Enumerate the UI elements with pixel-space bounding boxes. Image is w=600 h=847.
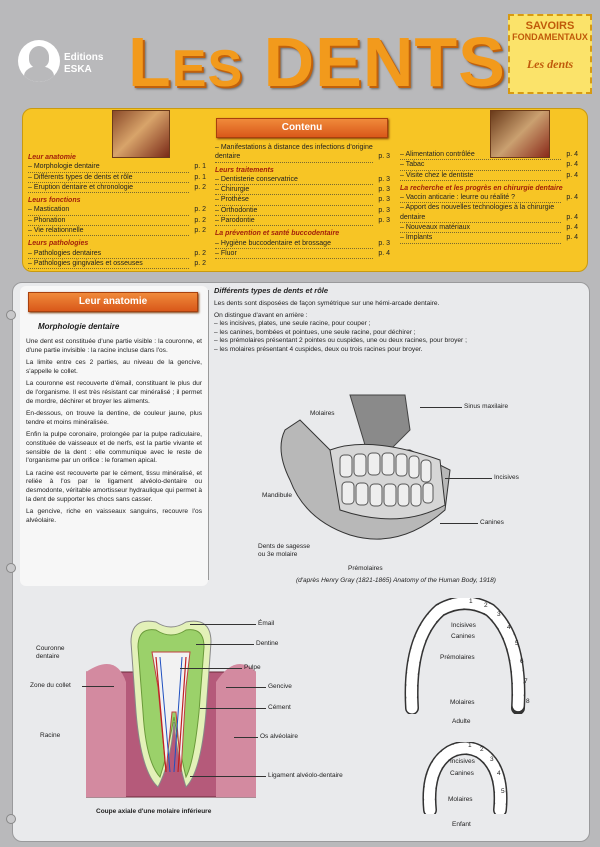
contents-entry [215,239,390,249]
contents-entry-page [564,203,578,212]
contents-entry [28,226,206,236]
child-label-canines: Canines [450,770,474,777]
contents-entry-label: dentaire [400,213,561,223]
types-list-item: – les incisives, plates, une seule racine, pour couper ; [214,320,371,328]
contents-entry-label: – Mastication [28,205,189,215]
publisher-name-line1: Editions [64,52,104,63]
contents-entry [28,183,206,193]
contents-entry-label: – Hygiène buccodentaire et brossage [215,239,373,249]
tooth-number: 5 [515,640,519,647]
collection-badge [508,14,592,94]
contents-entry-label: – Morphologie dentaire [28,162,189,172]
tooth-number: 3 [497,611,501,618]
contents-entry [28,249,206,259]
adult-label-premolaires: Prémolaires [440,654,475,661]
tooth-number: 6 [520,658,524,665]
label-sagesse-line2: ou 3e molaire [258,551,298,558]
contents-entry-label: – Pathologies dentaires [28,249,189,259]
tooth-cross-section-illustration [86,612,256,802]
anatomy-paragraph: En-dessous, on trouve la dentine, de couleur jaune, plus tendre et moins minéralisée. [26,410,202,426]
contents-entry-page: p. 4 [566,234,578,242]
contents-category: Leurs traitements [215,166,274,174]
contents-entry-page: p. 2 [194,206,206,214]
contents-entry-page: p. 2 [194,216,206,224]
contents-entry-label: – Pathologies gingivales et osseuses [28,259,189,269]
contents-entry-page: p. 2 [194,227,206,235]
contents-entry-page: p. 1 [194,173,206,181]
contents-entry-page: p. 3 [378,175,390,183]
contents-entry-label: – Orthodontie [215,206,373,216]
page-title: LES DENTS [128,23,506,101]
contents-category: Leur anatomie [28,154,76,161]
contents-category: Leurs fonctions [28,197,81,205]
contents-entry [400,223,578,233]
label-os: Os alvéolaire [260,733,298,740]
contents-entry-page [376,143,390,152]
contents-entry-label: – Fluor [215,249,373,259]
contents-entry-page: p. 4 [566,161,578,169]
binder-hole [6,814,16,824]
contents-entry-page: p. 3 [378,206,390,214]
anatomy-paragraph: Enfin la pulpe coronaire, prolongée par la pulpe radiculaire, constituée de vaisseaux et de nerfs, est la partie vivante et sensible de la dent : elle communique avec le reste de l'organisme par un orifice : le foramen apical. [26,431,202,465]
contents-entry-label: – Implants [400,233,561,243]
contents-entry-page: p. 2 [194,249,206,257]
contents-heading: Contenu [216,118,388,138]
contents-entry-page: p. 4 [566,213,578,221]
tooth-number: 3 [490,756,494,763]
contents-entry-page: p. 3 [378,196,390,204]
anatomy-paragraph: La racine est recouverte par le cément, tissu minéralisé, et reliée à l'os par le ligament alvéolo-dentaire ou desmodonte, véritable amortisseur hydraulique qui permet à la dent de supporter les chocs sans casser. [26,469,202,503]
contents-entry-page: p. 3 [378,186,390,194]
contents-entry [28,162,206,172]
contents-entry [400,160,578,170]
tooth-number: 4 [507,624,511,631]
label-incisives: Incisives [494,474,519,481]
contents-entry-label: – Nouveaux matériaux [400,223,561,233]
contents-entry [28,173,206,183]
contents-entry-label: – Différents types de dents et rôle [28,173,189,183]
contents-column-3 [400,150,578,244]
types-text [214,300,584,355]
label-sagesse-line1: Dents de sagesse [258,543,311,550]
label-pulpe: Pulpe [244,664,261,671]
anatomy-paragraph: La limite entre ces 2 parties, au niveau de la gencive, s'appelle le collet. [26,359,202,375]
anatomy-paragraph: La gencive, riche en vaisseaux sanguins, recouvre l'os alvéolaire. [26,508,202,524]
label-mandibule: Mandibule [262,492,292,499]
anatomy-body-text [26,338,202,529]
types-intro2: On distingue d'avant en arrière : [214,311,308,319]
contents-entry [215,152,390,162]
contents-entry-page: p. 4 [378,249,390,257]
subsection-title: Morphologie dentaire [38,322,120,331]
adult-label-incisives: Incisives [451,622,476,629]
contents-entry-label: – Manifestations à distance des infections d'origine [215,144,373,151]
contents-entry [400,171,578,181]
anatomy-paragraph: La couronne est recouverte d'émail, constituant le plus dur de l'organisme. Il est très résistant car minéralisé ; il permet de mordre, déchirer et broyer les aliments. [26,380,202,405]
contents-entry-page: p. 4 [566,151,578,158]
contents-entry [28,216,206,226]
badge-line2: FONDAMENTAUX [512,32,588,42]
badge-line1: SAVOIRS [525,20,575,32]
contents-entry-page: p. 2 [194,259,206,267]
contents-entry [215,185,390,195]
section-heading-anatomie: Leur anatomie [28,292,198,312]
column-divider [208,290,209,580]
contents-entry [400,203,578,212]
adult-label-canines: Canines [451,633,475,640]
contents-entry-page: p. 2 [194,183,206,191]
child-label-incisives: Incisives [450,758,475,765]
child-label-molaires: Molaires [448,796,473,803]
tooth-number: 1 [468,742,472,749]
tooth-number: 4 [497,770,501,777]
label-canines: Canines [480,519,504,526]
contents-category: Leurs pathologies [28,240,89,248]
contents-entry [215,143,390,152]
types-list-item: – les molaires présentant 4 cuspides, deux ou trois racines pour broyer. [214,345,423,353]
contents-category: La recherche et les progrès en chirurgie dentaire [400,184,563,192]
label-ligament: Ligament alvéolo-dentaire [268,772,343,779]
contents-entry-label: – Chirurgie [215,185,373,195]
contents-entry-label: – Parodontie [215,216,373,226]
label-collet: Zone du collet [30,682,71,689]
tooth-number: 2 [480,746,484,753]
label-couronne-line1: Couronne [36,645,65,652]
contents-entry-label: – Apport des nouvelles technologies à la chirurgie [400,204,555,212]
contents-entry-page: p. 3 [378,239,390,247]
contents-entry [400,193,578,203]
contents-entry-label: – Alimentation contrôlée [400,150,561,160]
types-list [214,320,584,354]
label-racine: Racine [40,732,61,739]
contents-entry-label: – Vaccin anticarie : leurre ou réalité ? [400,193,561,203]
contents-entry-label: dentaire [215,152,373,162]
label-dentine: Dentine [256,640,279,647]
label-couronne-line2: dentaire [36,653,60,660]
binder-hole [6,310,16,320]
tooth-number: 8 [526,698,530,705]
child-dental-arch-diagram [420,742,510,814]
contents-entry-label: – Phonation [28,216,189,226]
adult-label-molaires: Molaires [450,699,475,706]
contents-entry-label: – Tabac [400,160,561,170]
contents-entry-label: – Vie relationnelle [28,226,189,236]
contents-entry-page: p. 3 [378,217,390,225]
label-molaires: Molaires [310,410,335,417]
tooth-number: 7 [524,678,528,685]
types-title: Différents types de dents et rôle [214,286,329,295]
contents-column-2 [215,143,390,259]
badge-subject: Les dents [526,57,574,71]
types-list-item: – les prémolaires présentant 2 pointes ou cuspides, une ou deux racines, pour broyer ; [214,337,467,345]
contents-entry-label: – Prothèse [215,195,373,205]
contents-entry [400,233,578,243]
skull-credit: (d'après Henry Gray (1821-1865) Anatomy of the Human Body, 1918) [296,577,496,584]
tooth-number: 5 [501,788,505,795]
tooth-caption: Coupe axiale d'une molaire inférieure [96,808,212,815]
contents-entry [215,216,390,226]
types-intro: Les dents sont disposées de façon symétrique sur une hémi-arcade dentaire. [214,300,440,307]
contents-entry [28,259,206,269]
label-premolaires: Prémolaires [348,565,383,572]
anatomy-paragraph: Une dent est constituée d'une partie visible : la couronne, et d'une partie invisible : la racine incluse dans l'os. [26,338,202,354]
adult-caption: Adulte [452,718,471,725]
contents-entry-page: p. 1 [194,163,206,171]
contents-entry [215,175,390,185]
contents-entry-label: – Visite chez le dentiste [400,171,561,181]
contents-entry-label: – Eruption dentaire et chronologie [28,183,189,193]
label-cement: Cément [268,704,291,711]
contents-entry-page: p. 3 [378,153,390,161]
contents-entry [215,249,390,259]
contents-entry [400,213,578,223]
contents-entry [400,150,578,160]
contents-entry-page: p. 4 [566,194,578,202]
contents-entry [28,205,206,215]
contents-entry [215,206,390,216]
label-sinus: Sinus maxilaire [464,403,509,410]
label-email: Émail [258,620,275,627]
contents-entry-page: p. 4 [566,171,578,179]
contents-category: La prévention et santé buccodentaire [215,230,340,238]
contents-entry-page: p. 4 [566,224,578,232]
tooth-number: 1 [469,598,473,605]
contents-column-1 [28,150,206,269]
binder-hole [6,563,16,573]
publisher-logo [18,40,60,82]
contents-entry [215,195,390,205]
contents-entry-label: – Dentisterie conservatrice [215,175,373,185]
book-head-logo-icon [18,40,60,82]
publisher-name-line2: ESKA [64,64,92,75]
child-caption: Enfant [452,821,471,828]
tooth-number: 2 [484,602,488,609]
types-list-item: – les canines, bombées et pointues, une seule racine, pour déchirer ; [214,328,416,336]
label-gencive: Gencive [268,683,292,690]
